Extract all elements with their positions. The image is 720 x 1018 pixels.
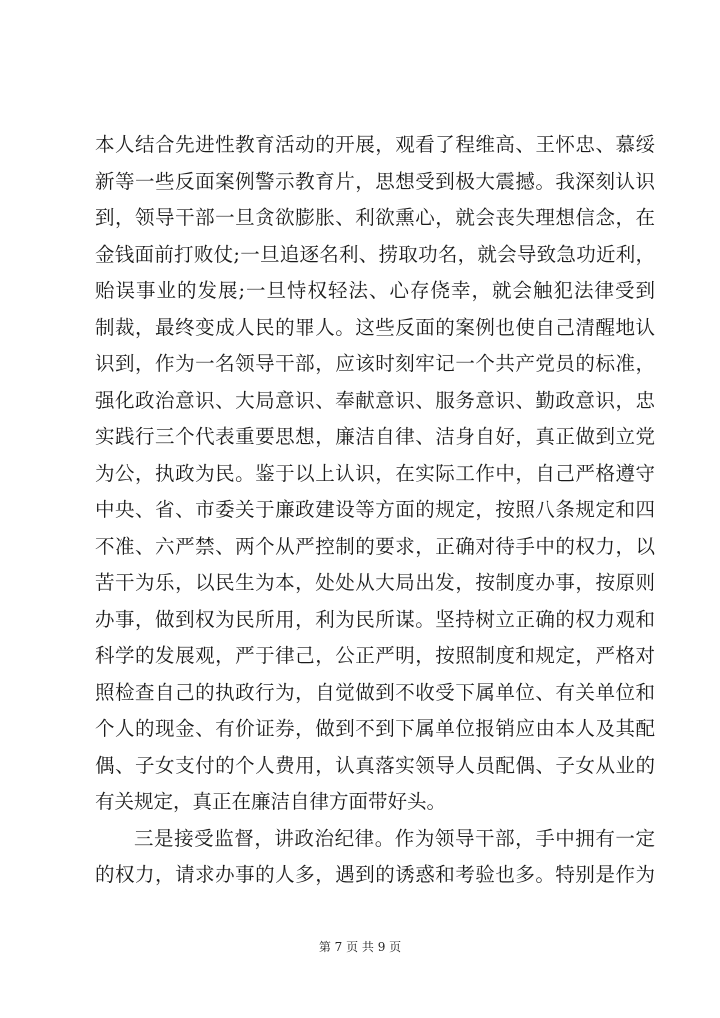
paragraph-start-line: 三是接受监督，讲政治纪律。作为领导干部，手中拥有一定	[134, 827, 655, 850]
body-text-line: 识到，作为一名领导干部，应该时刻牢记一个共产党员的标准，	[95, 352, 655, 375]
body-text-line: 到，领导干部一旦贪欲膨胀、利欲熏心，就会丧失理想信念，在	[95, 206, 655, 229]
body-text-line: 为公，执政为民。鉴于以上认识，在实际工作中，自己严格遵守	[95, 462, 655, 485]
body-text-line: 的权力，请求办事的人多，遇到的诱惑和考验也多。特别是作为	[95, 863, 655, 886]
body-text-line: 偶、子女支付的个人费用，认真落实领导人员配偶、子女从业的	[95, 754, 655, 777]
body-text-line: 个人的现金、有价证券，做到不到下属单位报销应由本人及其配	[95, 717, 655, 740]
body-text-line: 本人结合先进性教育活动的开展，观看了程维高、王怀忠、慕绥	[95, 133, 655, 156]
body-text-line: 照检查自己的执政行为，自觉做到不收受下属单位、有关单位和	[95, 681, 655, 704]
body-text-line: 新等一些反面案例警示教育片，思想受到极大震撼。我深刻认识	[95, 170, 655, 193]
body-text-line: 强化政治意识、大局意识、奉献意识、服务意识、勤政意识，忠	[95, 389, 655, 412]
body-text-line: 苦干为乐，以民生为本，处处从大局出发，按制度办事，按原则	[95, 571, 655, 594]
body-text-line: 中央、省、市委关于廉政建设等方面的规定，按照八条规定和四	[95, 498, 655, 521]
page-number-footer: 第 7 页 共 9 页	[318, 940, 402, 954]
body-text-line: 有关规定，真正在廉洁自律方面带好头。	[95, 790, 447, 813]
body-text-line: 制裁，最终变成人民的罪人。这些反面的案例也使自己清醒地认	[95, 316, 655, 339]
body-text-line: 不准、六严禁、两个从严控制的要求，正确对待手中的权力，以	[95, 535, 655, 558]
body-text-line: 科学的发展观，严于律己，公正严明，按照制度和规定，严格对	[95, 644, 655, 667]
body-text-line: 实践行三个代表重要思想，廉洁自律、洁身自好，真正做到立党	[95, 425, 655, 448]
body-text-line: 办事，做到权为民所用，利为民所谋。坚持树立正确的权力观和	[95, 608, 655, 631]
body-text-line: 金钱面前打败仗;一旦追逐名利、捞取功名，就会导致急功近利，	[95, 243, 655, 266]
body-text-line: 贻误事业的发展;一旦恃权轻法、心存侥幸，就会触犯法律受到	[95, 279, 655, 302]
